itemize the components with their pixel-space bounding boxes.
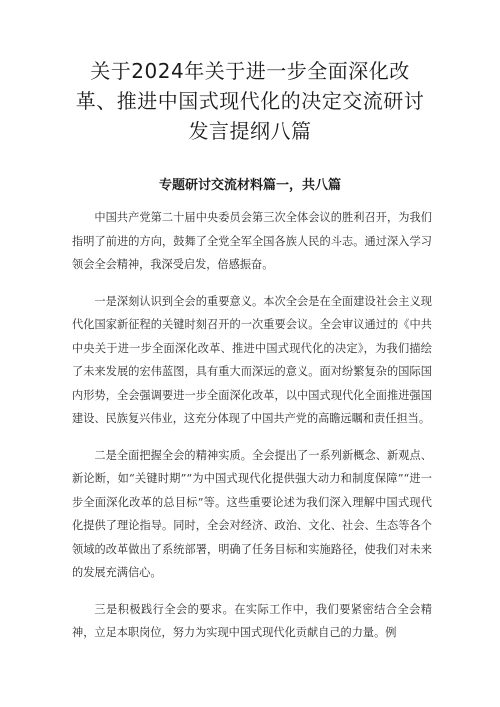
paragraph-point-one: 一是深刻认识到全会的重要意义。本次全会是在全面建设社会主义现代化国家新征程的关键时刻召开的一次重要会议。全会审议通过的《中共中央关于进一步全面深化改革、推进中国式现代化的决定》，为我们描绘了未来发展的宏伟蓝图，具有重大而深远的意义。面对纷繁复杂的国际国内形势，全会强调要进一步全面深化改革，以中国式现代化全面推进强国建设、民族复兴伟业，这充分体现了中国共产党的高瞻远瞩和责任担当。 [72, 294, 432, 425]
document-body [72, 206, 432, 658]
paragraph-point-three: 三是积极践行全会的要求。在实际工作中，我们要紧密结合全会精神，立足本职岗位，努力为实现中国式现代化贡献自己的力量。例 [72, 602, 432, 639]
document-title: 关于2024年关于进一步全面深化改革、推进中国式现代化的决定交流研讨发言提纲八篇 [75, 59, 425, 143]
section-heading: 专题研讨交流材料篇一，共八篇 [158, 178, 341, 193]
paragraph-point-two: 二是全面把握全会的精神实质。全会提出了一系列新概念、新观点、新论断，如“关键时期”“为中国式现代化提供强大动力和制度保障”“进一步全面深化改革的总目标”等。这些重要论述为我们深入理解中国式现代化提供了理论指导。同时，全会对经济、政治、文化、社会、生态等各个领域的改革做出了系统部署，明确了任务目标和实施路径，使我们对未来的发展充满信心。 [72, 448, 432, 579]
paragraph-intro: 中国共产党第二十届中央委员会第三次全体会议的胜利召开，为我们指明了前进的方向，鼓舞了全党全军全国各族人民的斗志。通过深入学习领会全会精神，我深受启发，倍感振奋。 [72, 211, 432, 271]
